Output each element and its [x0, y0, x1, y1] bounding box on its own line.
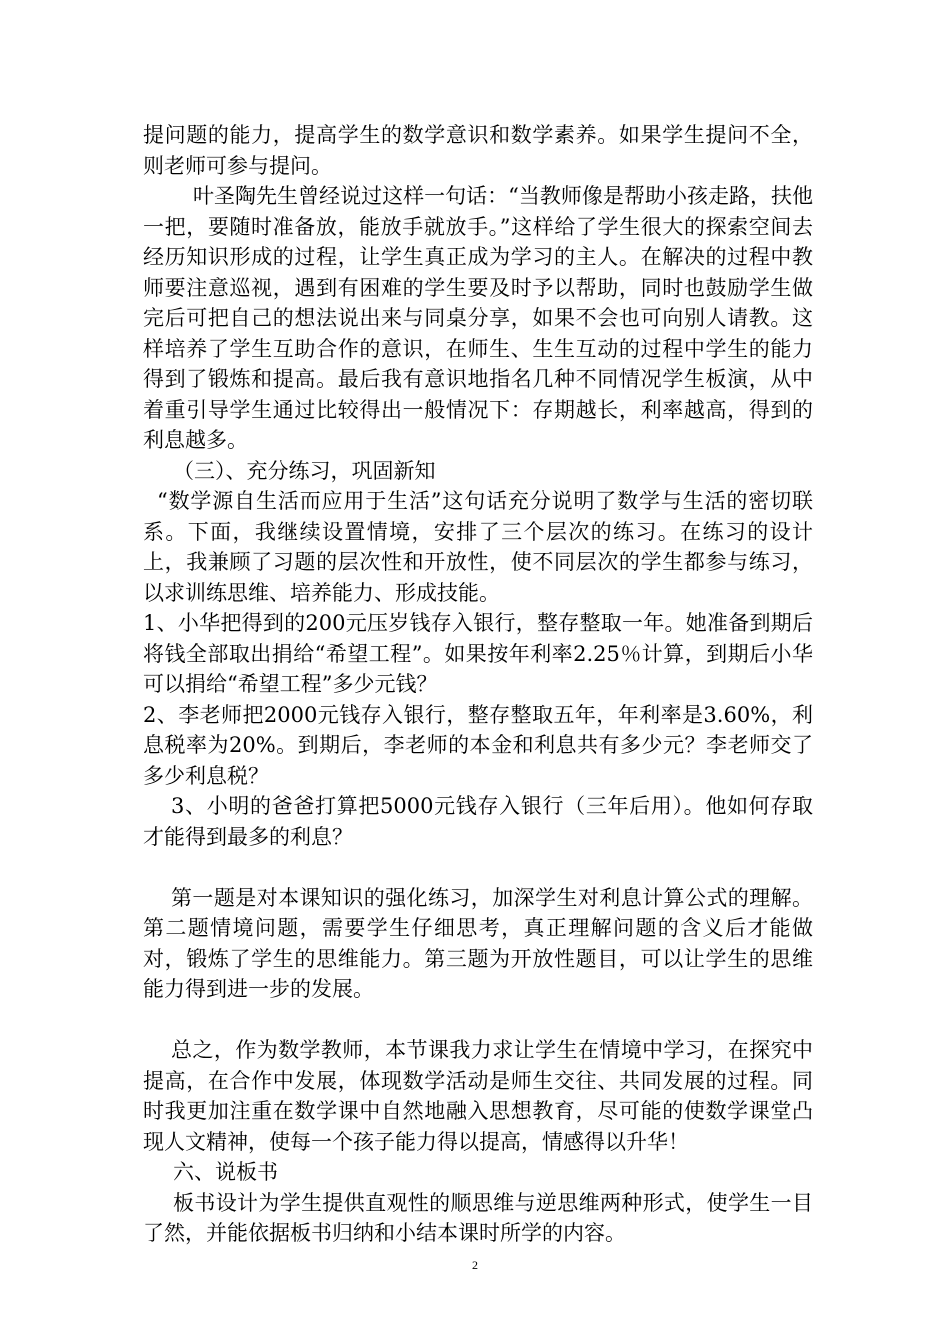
paragraph-math-from-life: “数学源自生活而应用于生活”这句话充分说明了数学与生活的密切联系。下面，我继续设置情境，安排了三个层次的练习。在练习的设计上，我兼顾了习题的层次性和开放性，使不同层次的学生都参与练习，以求训练思维、培养能力、形成技能。	[143, 489, 813, 605]
paragraph-conclusion: 总之，作为数学教师，本节课我力求让学生在情境中学习，在探究中提高，在合作中发展，体现数学活动是师生交往、共同发展的过程。同时我更加注重在数学课中自然地融入思想教育，尽可能的使数学课堂凸现人文精神，使每一个孩子能力得以提高，情感得以升华！	[143, 1038, 813, 1154]
section-heading-practice: （三）、充分练习，巩固新知	[173, 458, 436, 483]
paragraph-questioning-ability: 提问题的能力，提高学生的数学意识和数学素养。如果学生提问不全，则老师可参与提问。	[143, 123, 813, 178]
blank-line	[143, 852, 813, 883]
exercise-2: 2、李老师把2000元钱存入银行，整存整取五年，年利率是3.60%，利息税率为20%。到期后，李老师的本金和利息共有多少元？李老师交了多少利息税？	[143, 702, 813, 788]
page-number: 2	[472, 1258, 478, 1272]
exercise-1: 1、小华把得到的200元压岁钱存入银行，整存整取一年。她准备到期后将钱全部取出捐给“希望工程”。如果按年利率2.25％计算，到期后小华可以捐给“希望工程”多少元钱？	[143, 611, 813, 696]
paragraph-blackboard-design: 板书设计为学生提供直观性的顺思维与逆思维两种形式，使学生一目了然，并能依据板书归纳和小结本课时所学的内容。	[143, 1190, 813, 1245]
exercise-3: 3、小明的爸爸打算把5000元钱存入银行（三年后用）。他如何存取才能得到最多的利息？	[143, 794, 813, 849]
blank-line	[143, 1005, 813, 1036]
paragraph-exercise-analysis: 第一题是对本课知识的强化练习，加深学生对利息计算公式的理解。第二题情境问题，需要学生仔细思考，真正理解问题的含义后才能做对，锻炼了学生的思维能力。第三题为开放性题目，可以让学生的思维能力得到进一步的发展。	[143, 885, 813, 1001]
section-heading-blackboard: 六、说板书	[173, 1160, 278, 1184]
paragraph-ye-shengtao-quote: 叶圣陶先生曾经说过这样一句话：“当教师像是帮助小孩走路，扶他一把，要随时准备放，能放手就放手。”这样给了学生很大的探索空间去经历知识形成的过程，让学生真正成为学习的主人。在解决的过程中教师要注意巡视，遇到有困难的学生要及时予以帮助，同时也鼓励学生做完后可把自己的想法说出来与同桌分享，如果不会也可向别人请教。这样培养了学生互助合作的意识，在师生、生生互动的过程中学生的能力得到了锻炼和提高。最后我有意识地指名几种不同情况学生板演，从中着重引导学生通过比较得出一般情况下：存期越长，利率越高，得到的利息越多。	[143, 184, 813, 452]
document-body	[143, 120, 813, 1249]
